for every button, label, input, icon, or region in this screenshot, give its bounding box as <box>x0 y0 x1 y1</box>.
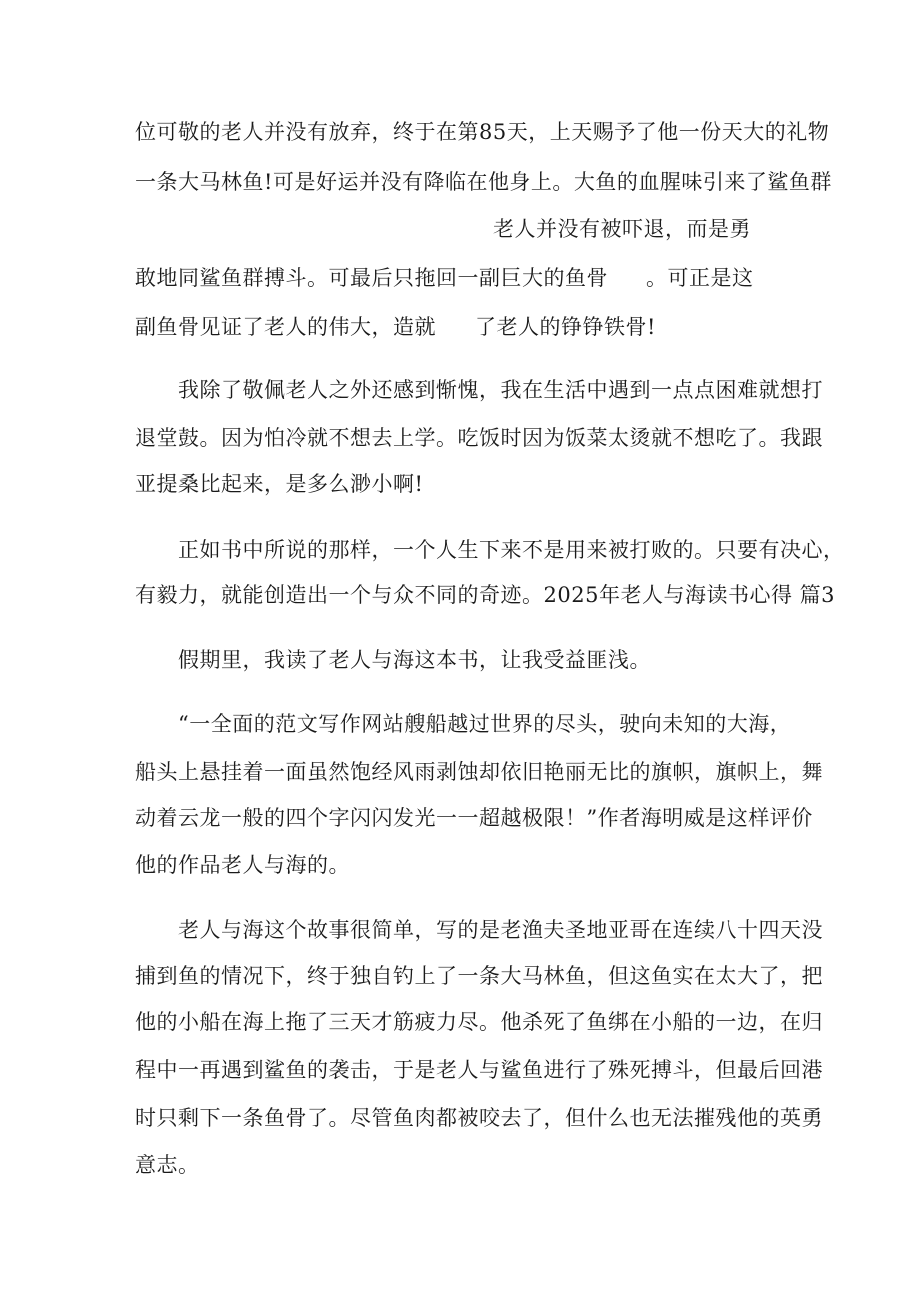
para6-line6: 意志。 <box>135 1153 200 1177</box>
para6-line3: 他的小船在海上拖了三天才筋疲力尽。他杀死了鱼绑在小船的一边，在归 <box>135 1010 823 1034</box>
para2-line1: 我除了敬佩老人之外还感到惭愧，我在生活中遇到一点点困难就想打 <box>178 378 823 402</box>
para1-line3: 老人并没有被吓退，而是勇 <box>493 217 751 241</box>
para1-line2: 一条大马林鱼!可是好运并没有降临在他身上。大鱼的血腥味引来了鲨鱼群 <box>135 170 832 194</box>
para1-line5a: 副鱼骨见证了老人的伟大，造就 <box>135 315 436 339</box>
para4-line1: 假期里，我读了老人与海这本书，让我受益匪浅。 <box>178 648 651 672</box>
para6-line1: 老人与海这个故事很简单，写的是老渔夫圣地亚哥在连续八十四天没 <box>178 918 823 942</box>
para6-line5: 时只剩下一条鱼骨了。尽管鱼肉都被咬去了，但什么也无法摧残他的英勇 <box>135 1106 823 1130</box>
para6-line4: 程中一再遇到鲨鱼的袭击，于是老人与鲨鱼进行了殊死搏斗，但最后回港 <box>135 1058 823 1082</box>
para5-line4: 他的作品老人与海的。 <box>135 853 350 877</box>
para1-line4a: 敢地同鲨鱼群搏斗。可最后只拖回一副巨大的鱼骨 <box>135 266 608 290</box>
para5-line2: 船头上悬挂着一面虽然饱经风雨剥蚀却依旧艳丽无比的旗帜，旗帜上，舞 <box>135 760 823 784</box>
para1-line4b: 。可正是这 <box>646 266 754 290</box>
para2-line2: 退堂鼓。因为怕冷就不想去上学。吃饭时因为饭菜太烫就不想吃了。我跟 <box>135 426 823 450</box>
para6-line2: 捕到鱼的情况下，终于独自钓上了一条大马林鱼，但这鱼实在太大了，把 <box>135 964 823 988</box>
para5-line3: 动着云龙一般的四个字闪闪发光一一超越极限！”作者海明威是这样评价 <box>135 806 813 830</box>
para1-line5b: 了老人的铮铮铁骨! <box>475 315 656 339</box>
para3-line1: 正如书中所说的那样，一个人生下来不是用来被打败的。只要有决心， <box>178 538 845 562</box>
para2-line3: 亚提桑比起来，是多么渺小啊! <box>135 472 424 496</box>
para5-line1: “一全面的范文写作网站艘船越过世界的尽头，驶向未知的大海， <box>178 712 792 736</box>
para3-line2: 有毅力，就能创造出一个与众不同的奇迹。2025年老人与海读书心得 篇3 <box>135 583 835 607</box>
para1-line1: 位可敬的老人并没有放弃，终于在第85天，上天赐予了他一份天大的礼物 <box>135 120 830 144</box>
